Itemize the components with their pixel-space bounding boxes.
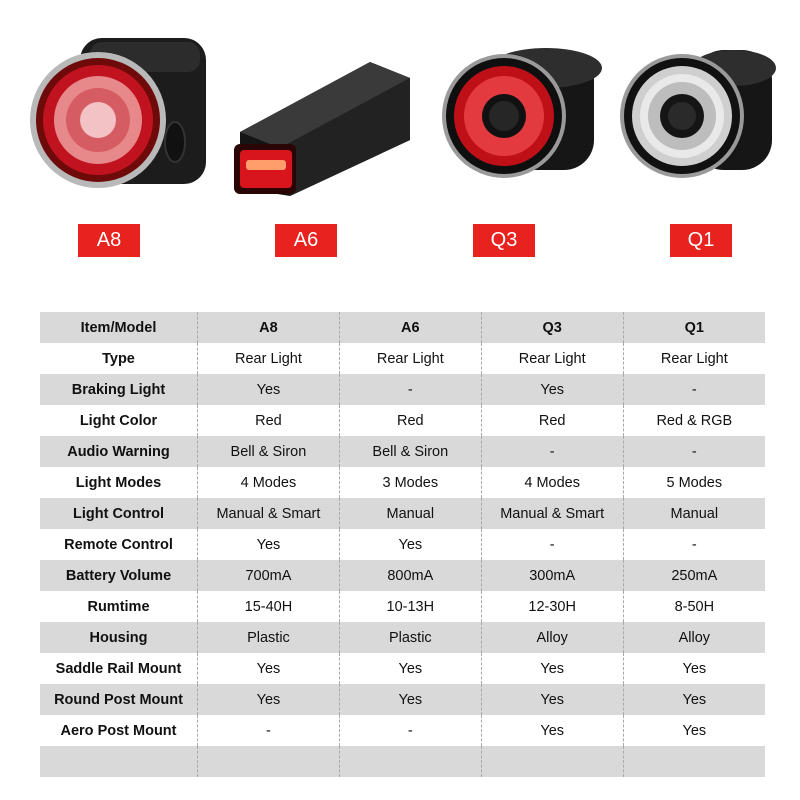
table-cell: - bbox=[623, 529, 765, 560]
row-label: Audio Warning bbox=[40, 436, 198, 467]
table-row bbox=[40, 529, 765, 560]
table-cell: Yes bbox=[623, 684, 765, 715]
a6-light-image bbox=[220, 20, 416, 200]
table-cell: Yes bbox=[339, 529, 481, 560]
table-row bbox=[40, 684, 765, 715]
table-cell: Yes bbox=[481, 715, 623, 746]
row-label: Housing bbox=[40, 622, 198, 653]
header-cell: Q1 bbox=[623, 312, 765, 343]
product-a8 bbox=[20, 0, 216, 270]
table-cell: 800mA bbox=[339, 560, 481, 591]
table-row bbox=[40, 591, 765, 622]
table-cell: Manual & Smart bbox=[198, 498, 340, 529]
table-cell: 250mA bbox=[623, 560, 765, 591]
row-label: Remote Control bbox=[40, 529, 198, 560]
row-label: Round Post Mount bbox=[40, 684, 198, 715]
table-cell: Yes bbox=[198, 374, 340, 405]
row-label: Braking Light bbox=[40, 374, 198, 405]
model-tag-a6: A6 bbox=[275, 224, 337, 257]
table-cell: Yes bbox=[198, 529, 340, 560]
table-cell: 4 Modes bbox=[481, 467, 623, 498]
product-q1 bbox=[606, 0, 800, 270]
table-cell bbox=[198, 746, 340, 777]
model-tag-q1: Q1 bbox=[670, 224, 732, 257]
table-row bbox=[40, 746, 765, 777]
table-cell: Red bbox=[339, 405, 481, 436]
table-row bbox=[40, 560, 765, 591]
table-cell: Yes bbox=[198, 653, 340, 684]
table-cell: Yes bbox=[623, 653, 765, 684]
table-cell: - bbox=[481, 529, 623, 560]
table-cell: Plastic bbox=[198, 622, 340, 653]
table-cell: Rear Light bbox=[198, 343, 340, 374]
table-cell: Alloy bbox=[623, 622, 765, 653]
table-cell: 10-13H bbox=[339, 591, 481, 622]
header-cell: A8 bbox=[198, 312, 340, 343]
table-cell: - bbox=[623, 436, 765, 467]
table-cell: Rear Light bbox=[481, 343, 623, 374]
table-cell bbox=[623, 746, 765, 777]
q1-light-image bbox=[606, 20, 800, 200]
table-cell: - bbox=[339, 374, 481, 405]
table-cell: Yes bbox=[339, 684, 481, 715]
table-cell: Manual & Smart bbox=[481, 498, 623, 529]
table-cell: Manual bbox=[623, 498, 765, 529]
header-cell: A6 bbox=[339, 312, 481, 343]
table-cell: Yes bbox=[339, 653, 481, 684]
table-row bbox=[40, 498, 765, 529]
table-cell: Yes bbox=[481, 684, 623, 715]
table-cell: Red & RGB bbox=[623, 405, 765, 436]
table-cell: - bbox=[339, 715, 481, 746]
table-cell bbox=[481, 746, 623, 777]
table-row bbox=[40, 374, 765, 405]
table-row bbox=[40, 405, 765, 436]
row-label bbox=[40, 746, 198, 777]
table-row bbox=[40, 653, 765, 684]
table-cell: Red bbox=[198, 405, 340, 436]
table-header-row bbox=[40, 312, 765, 343]
table-cell: Rear Light bbox=[339, 343, 481, 374]
product-a6 bbox=[220, 0, 416, 270]
header-cell: Q3 bbox=[481, 312, 623, 343]
table-cell: - bbox=[623, 374, 765, 405]
table-row bbox=[40, 622, 765, 653]
table-row bbox=[40, 343, 765, 374]
header-cell: Item/Model bbox=[40, 312, 198, 343]
table-cell: 8-50H bbox=[623, 591, 765, 622]
row-label: Saddle Rail Mount bbox=[40, 653, 198, 684]
table-cell bbox=[339, 746, 481, 777]
a8-light-image bbox=[20, 20, 216, 200]
row-label: Light Control bbox=[40, 498, 198, 529]
row-label: Rumtime bbox=[40, 591, 198, 622]
table-cell: Yes bbox=[481, 374, 623, 405]
table-cell: 12-30H bbox=[481, 591, 623, 622]
product-gallery bbox=[0, 0, 800, 270]
table-cell: Alloy bbox=[481, 622, 623, 653]
table-cell: 700mA bbox=[198, 560, 340, 591]
table-cell: Yes bbox=[198, 684, 340, 715]
table-cell: 300mA bbox=[481, 560, 623, 591]
q3-light-image bbox=[414, 20, 610, 200]
comparison-table bbox=[40, 312, 765, 777]
model-tag-q3: Q3 bbox=[473, 224, 535, 257]
product-q3 bbox=[414, 0, 610, 270]
table-cell: - bbox=[481, 436, 623, 467]
table-cell: Plastic bbox=[339, 622, 481, 653]
row-label: Light Modes bbox=[40, 467, 198, 498]
row-label: Light Color bbox=[40, 405, 198, 436]
row-label: Type bbox=[40, 343, 198, 374]
table-cell: - bbox=[198, 715, 340, 746]
table-cell: Rear Light bbox=[623, 343, 765, 374]
table-cell: Bell & Siron bbox=[339, 436, 481, 467]
table-cell: Red bbox=[481, 405, 623, 436]
row-label: Battery Volume bbox=[40, 560, 198, 591]
table-cell: Yes bbox=[481, 653, 623, 684]
table-cell: 15-40H bbox=[198, 591, 340, 622]
table-row bbox=[40, 467, 765, 498]
table-cell: 4 Modes bbox=[198, 467, 340, 498]
table-cell: 3 Modes bbox=[339, 467, 481, 498]
table-cell: 5 Modes bbox=[623, 467, 765, 498]
table-cell: Bell & Siron bbox=[198, 436, 340, 467]
table-cell: Manual bbox=[339, 498, 481, 529]
table-row bbox=[40, 436, 765, 467]
table-row bbox=[40, 715, 765, 746]
table-cell: Yes bbox=[623, 715, 765, 746]
model-tag-a8: A8 bbox=[78, 224, 140, 257]
row-label: Aero Post Mount bbox=[40, 715, 198, 746]
